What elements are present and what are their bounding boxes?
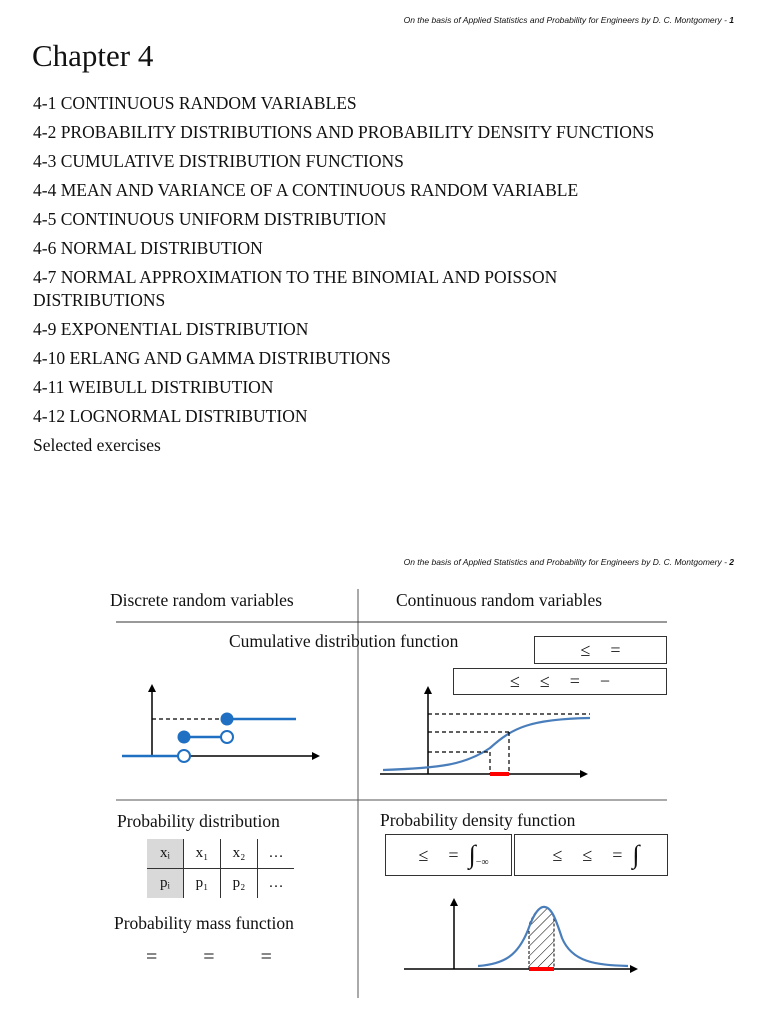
discrete-title: Discrete random variables [110,590,294,610]
page-number-2: 2 [729,557,734,567]
table-cell: p₂ [221,869,258,899]
page-header-2: On the basis of Applied Statistics and Probability for Engineers by D. C. Montgomery - 2 [403,557,734,567]
cdf-formula-box: ≤ = [534,636,667,664]
cdf-title: Cumulative distribution function [229,631,459,651]
toc-item: 4-3 CUMULATIVE DISTRIBUTION FUNCTIONS [33,151,404,171]
toc-item: 4-11 WEIBULL DISTRIBUTION [33,377,274,397]
pmf-formula: = = = [146,946,272,968]
pdf-formula-box: ≤ = ∫ −∞ [385,834,512,876]
table-cell: xᵢ [147,839,184,869]
open-dot [178,750,190,762]
closed-dot [178,731,191,744]
toc-item: 4-7 NORMAL APPROXIMATION TO THE BINOMIAL AND POISSON DISTRIBUTIONS [33,267,558,310]
pdf-interval-box: ≤ ≤ = ∫ [514,834,668,876]
continuous-title: Continuous random variables [396,590,603,610]
toc-item: 4-5 CONTINUOUS UNIFORM DISTRIBUTION [33,209,387,229]
toc-item: 4-10 ERLANG AND GAMMA DISTRIBUTIONS [33,348,391,368]
toc-item: 4-2 PROBABILITY DISTRIBUTIONS AND PROBABILITY DENSITY FUNCTIONS [33,122,655,142]
toc-item: 4-4 MEAN AND VARIANCE OF A CONTINUOUS RANDOM VARIABLE [33,180,579,200]
open-dot [221,731,233,743]
toc-item: 4-9 EXPONENTIAL DISTRIBUTION [33,319,309,339]
chapter-title: Chapter 4 [32,38,154,73]
page-number: 1 [729,15,734,25]
table-cell: p₁ [184,869,221,899]
x-axis-arrow [312,752,320,760]
table-row [147,869,294,899]
table-cell: x₂ [221,839,258,869]
y-axis-arrow [148,684,156,692]
closed-dot [221,713,234,726]
pmf-title: Probability mass function [114,913,294,933]
cdf-interval-box: ≤ ≤ = − [453,668,667,695]
discrete-cdf-plot [122,684,320,762]
toc-item: 4-6 NORMAL DISTRIBUTION [33,238,263,258]
table-cell: … [258,839,295,869]
x-axis-arrow [580,770,588,778]
page-header: On the basis of Applied Statistics and Probability for Engineers by D. C. Montgomery - 1 [403,15,734,25]
x-axis-arrow [630,965,638,973]
continuous-cdf-plot [380,686,590,778]
y-axis-arrow [424,686,432,694]
cdf-curve [383,718,590,770]
y-axis-arrow [450,898,458,906]
table-cell: pᵢ [147,869,184,899]
toc-item: 4-1 CONTINUOUS RANDOM VARIABLES [33,93,357,113]
pdf-plot [404,898,638,973]
table-row [147,839,294,869]
table-cell: x₁ [184,839,221,869]
table-cell: … [258,869,295,899]
probability-table [147,839,294,898]
pdf-title: Probability density function [380,810,576,830]
toc-item: Selected exercises [33,435,161,455]
prob-dist-title: Probability distribution [117,811,280,831]
toc-item: 4-12 LOGNORMAL DISTRIBUTION [33,406,308,426]
